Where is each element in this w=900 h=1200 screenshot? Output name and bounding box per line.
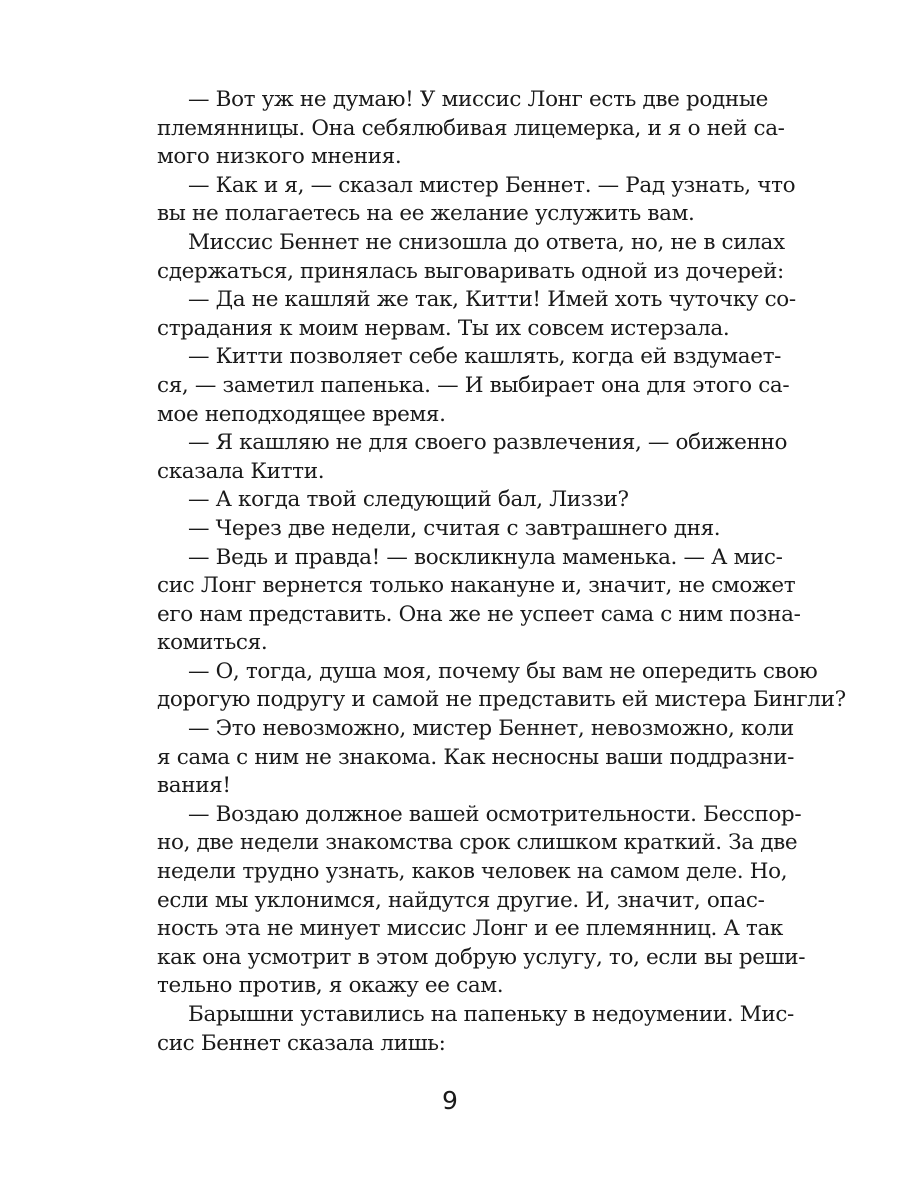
text-line: — Да не кашляй же так, Китти! Имей хоть чуточку со- bbox=[188, 287, 796, 313]
text-line: страдания к моим нервам. Ты их совсем истерзала. bbox=[157, 315, 730, 341]
paragraph bbox=[157, 86, 785, 172]
paragraph bbox=[157, 429, 788, 486]
page-number: 9 bbox=[442, 1086, 458, 1115]
text-line: мого низкого мнения. bbox=[157, 144, 402, 170]
text-line: я сама с ним не знакома. Как несносны ваши поддразни- bbox=[157, 744, 795, 770]
text-line: дорогую подругу и самой не представить ей мистера Бингли? bbox=[157, 687, 846, 713]
text-line: — А когда твой следующий бал, Лиззи? bbox=[188, 487, 629, 513]
text-line: ся, — заметил папенька. — И выбирает она для этого са- bbox=[157, 372, 790, 398]
text-line: комиться. bbox=[157, 630, 268, 656]
text-line: — Китти позволяет себе кашлять, когда ей вздумает- bbox=[188, 344, 782, 370]
text-line: вы не полагаетесь на ее желание услужить вам. bbox=[157, 201, 695, 227]
text-line: сказала Китти. bbox=[157, 458, 325, 484]
text-line: — Через две недели, считая с завтрашнего дня. bbox=[188, 515, 721, 541]
text-line: как она усмотрит в этом добрую услугу, то, если вы реши- bbox=[157, 944, 806, 970]
paragraph bbox=[157, 486, 735, 515]
text-line: — Вот уж не думаю! У миссис Лонг есть две родные bbox=[188, 87, 769, 112]
text-line: — Ведь и правда! — воскликнула маменька. — А мис- bbox=[188, 544, 783, 570]
text-line: — Воздаю должное вашей осмотрительности. Бесспор- bbox=[188, 801, 802, 827]
text-line: сис Беннет сказала лишь: bbox=[157, 1030, 446, 1056]
paragraph bbox=[157, 715, 795, 801]
text-line: сдержаться, принялась выговаривать одной из дочерей: bbox=[157, 258, 784, 284]
text-line: вания! bbox=[157, 773, 231, 799]
text-line: его нам представить. Она же не успеет сама с ним позна- bbox=[157, 601, 801, 627]
paragraph bbox=[157, 515, 735, 544]
text-line: ность эта не минует миссис Лонг и ее племянниц. А так bbox=[157, 916, 784, 942]
text-line: Миссис Беннет не снизошла до ответа, но, не в силах bbox=[188, 229, 785, 255]
text-line: — Это невозможно, мистер Беннет, невозможно, коли bbox=[188, 716, 794, 742]
text-line: тельно против, я окажу ее сам. bbox=[157, 973, 504, 999]
paragraph bbox=[157, 172, 796, 229]
paragraph bbox=[157, 801, 806, 1001]
text-line: Барышни уставились на папеньку в недоумении. Мис- bbox=[188, 1002, 794, 1027]
text-line: но, две недели знакомства срок слишком краткий. За две bbox=[157, 830, 798, 856]
paragraph bbox=[157, 1001, 794, 1058]
paragraph bbox=[157, 343, 790, 429]
paragraph bbox=[157, 544, 801, 658]
text-line: если мы уклонимся, найдутся другие. И, значит, опас- bbox=[157, 887, 765, 913]
text-line: — О, тогда, душа моя, почему бы вам не опередить свою bbox=[188, 658, 818, 684]
text-line: недели трудно узнать, каков человек на самом деле. Но, bbox=[157, 859, 788, 885]
text-line: мое неподходящее время. bbox=[157, 401, 446, 427]
text-line: сис Лонг вернется только накануне и, значит, не сможет bbox=[157, 573, 796, 599]
text-line: — Я кашляю не для своего развлечения, — обиженно bbox=[188, 430, 788, 456]
paragraph bbox=[157, 229, 785, 286]
paragraph bbox=[157, 658, 846, 715]
text-line: племянницы. Она себялюбивая лицемерка, и я о ней са- bbox=[157, 115, 785, 141]
text-line: — Как и я, — сказал мистер Беннет. — Рад узнать, что bbox=[188, 172, 796, 198]
body-text bbox=[157, 86, 846, 1058]
paragraph bbox=[157, 286, 796, 343]
